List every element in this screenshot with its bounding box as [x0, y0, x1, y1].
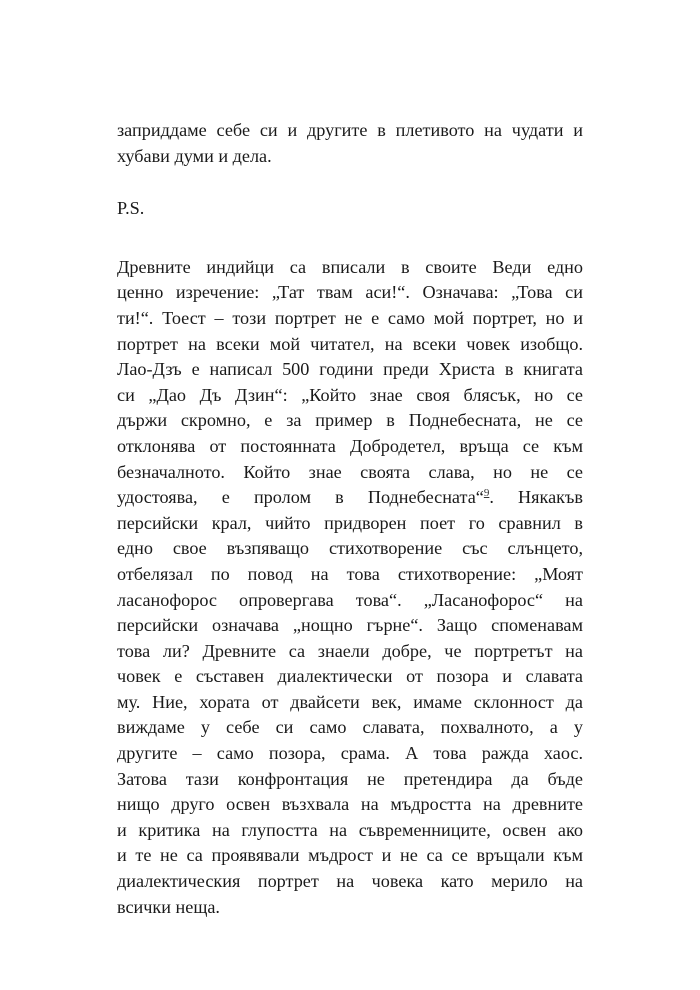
text-line: държи скромно, е за пример в Поднебесната, не се: [117, 410, 583, 431]
text-line: другите – само позора, срама. А това ражда хаос.: [117, 743, 583, 764]
text-line: персийски крал, чийто придворен поет го сравнил в: [117, 512, 583, 533]
text-line: ценно изречение: „Тат твам аси!“. Означава: „Това си: [117, 282, 583, 303]
text-segment: удостоява, е пролом в Поднебесната“: [117, 487, 484, 508]
text-line: Древните индийци са вписали в своите Веди едно: [117, 256, 583, 277]
text-line: си „Дао Дъ Дзин“: „Който знае своя блясък, но се: [117, 384, 583, 405]
text-line: портрет на всеки мой читател, на всеки човек изобщо.: [117, 333, 583, 354]
text-line: всички неща.: [117, 896, 220, 917]
text-line: ласанофорос опровергава това“. „Ласанофорос“ на: [117, 589, 583, 610]
text-line: му. Ние, хората от двайсети век, имаме склонност да: [117, 691, 583, 712]
text-line: нищо друго освен възхвала на мъдростта на древните: [117, 794, 583, 815]
text-line: човек е съставен диалектически от позора и славата: [117, 666, 583, 687]
text-line: това ли? Древните са знаели добре, че портретът на: [117, 640, 583, 661]
ps-heading: P.S.: [117, 198, 145, 219]
text-line: ти!“. Тоест – този портрет не е само мой портрет, но и: [117, 307, 583, 328]
paragraph-intro: [117, 118, 583, 169]
text-line: и критика на глупостта на съвременниците, освен ако: [117, 819, 583, 840]
text-line: и те не са проявявали мъдрост и не са се връщали към: [117, 845, 583, 866]
footnote-link[interactable]: 9: [483, 487, 490, 500]
text-line: хубави думи и дела.: [117, 145, 272, 166]
paragraph-ps-body: [117, 255, 583, 920]
text-line-with-footnote: [117, 485, 583, 511]
text-line: отклонява от постоянната Добродетел, връща се към: [117, 435, 583, 456]
text-line: отбелязал по повод на това стихотворение: „Моят: [117, 563, 583, 584]
text-line: едно свое възпяващо стихотворение със слънцето,: [117, 538, 583, 559]
text-line: виждаме у себе си само славата, похвалното, а у: [117, 717, 583, 738]
text-line: Затова тази конфронтация не претендира да бъде: [117, 768, 583, 789]
text-line: безначалното. Който знае своята слава, но не се: [117, 461, 583, 482]
document-page: [117, 118, 583, 920]
text-segment: . Някакъв: [489, 487, 583, 508]
text-line: Лао-Дзъ е написал 500 години преди Христа в книгата: [117, 359, 583, 380]
text-line: диалектическия портрет на човека като мерило на: [117, 871, 583, 892]
text-line: заприддаме себе си и другите в плетивото на чудати и: [117, 120, 583, 140]
text-line: персийски означава „нощно гърне“. Защо споменавам: [117, 615, 583, 636]
